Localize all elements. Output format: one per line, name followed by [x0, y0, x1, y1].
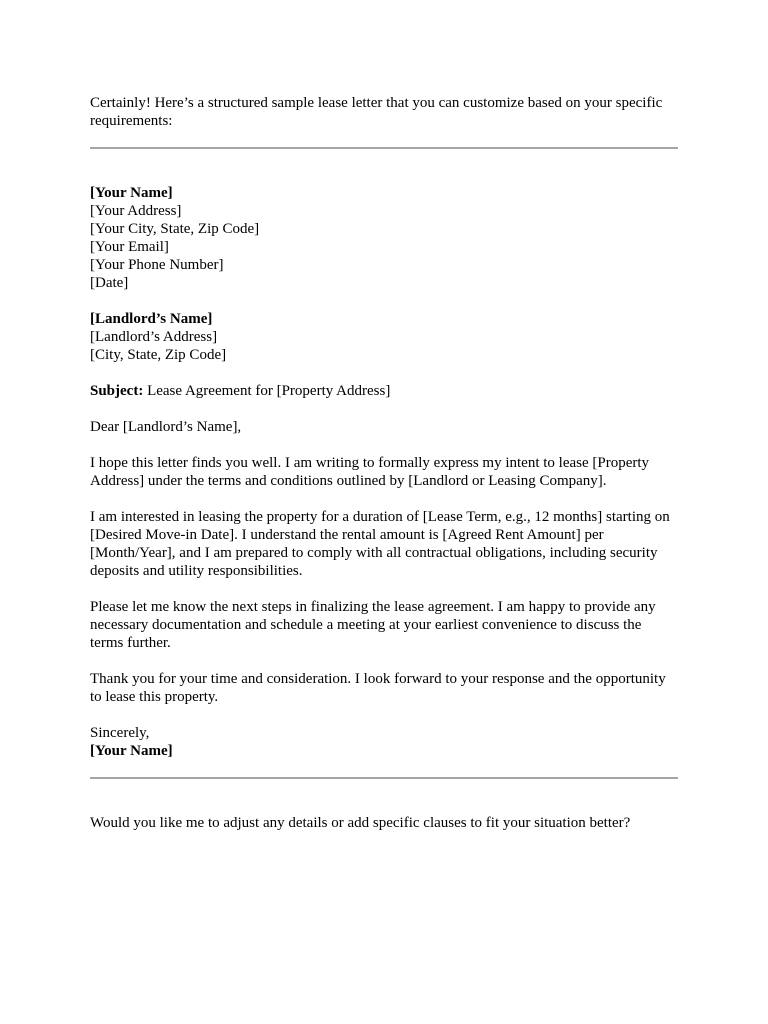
paragraph-4 [90, 670, 680, 706]
sender-city: [Your City, State, Zip Code] [90, 221, 260, 237]
paragraph-line: Address] under the terms and conditions outlined by [Landlord or Leasing Company]. [90, 473, 607, 489]
signature-name: [Your Name] [90, 743, 173, 759]
sender-block [90, 184, 680, 292]
paragraph-line: [Desired Move-in Date]. I understand the rental amount is [Agreed Rent Amount] per [90, 527, 604, 543]
paragraph-2 [90, 508, 680, 580]
document-page [90, 94, 680, 832]
letter-date: [Date] [90, 275, 129, 291]
followup-question: Would you like me to adjust any details or add specific clauses to fit your situation better? [90, 815, 631, 831]
paragraph-line: I am interested in leasing the property for a duration of [Lease Term, e.g., 12 months] starting on [90, 509, 670, 525]
paragraph-1 [90, 454, 680, 490]
paragraph-line: Please let me know the next steps in finalizing the lease agreement. I am happy to provide any [90, 599, 656, 615]
greeting: Dear [Landlord’s Name], [90, 419, 242, 435]
sender-phone: [Your Phone Number] [90, 257, 224, 273]
paragraph-line: terms further. [90, 635, 171, 651]
subject-line [90, 382, 680, 400]
sender-email: [Your Email] [90, 239, 169, 255]
paragraph-line: Thank you for your time and consideration. I look forward to your response and the opportunity [90, 671, 666, 687]
paragraph-line: to lease this property. [90, 689, 219, 705]
recipient-city: [City, State, Zip Code] [90, 347, 227, 363]
paragraph-3 [90, 598, 680, 652]
closing-block [90, 724, 680, 760]
subject-label: Subject: [90, 383, 144, 399]
paragraph-line: deposits and utility responsibilities. [90, 563, 303, 579]
sender-address: [Your Address] [90, 203, 182, 219]
sender-name: [Your Name] [90, 185, 173, 201]
paragraph-line: necessary documentation and schedule a meeting at your earliest convenience to discuss the [90, 617, 642, 633]
paragraph-line: I hope this letter finds you well. I am writing to formally express my intent to lease [Property [90, 455, 650, 471]
top-divider [90, 147, 678, 149]
subject-text: Lease Agreement for [Property Address] [143, 383, 391, 399]
paragraph-line: [Month/Year], and I am prepared to comply with all contractual obligations, including security [90, 545, 658, 561]
recipient-address: [Landlord’s Address] [90, 329, 218, 345]
recipient-block [90, 310, 680, 364]
recipient-name: [Landlord’s Name] [90, 311, 213, 327]
bottom-divider [90, 777, 678, 779]
intro-text: Certainly! Here’s a structured sample lease letter that you can customize based on your specific requirements: [90, 95, 663, 129]
valediction: Sincerely, [90, 725, 150, 741]
